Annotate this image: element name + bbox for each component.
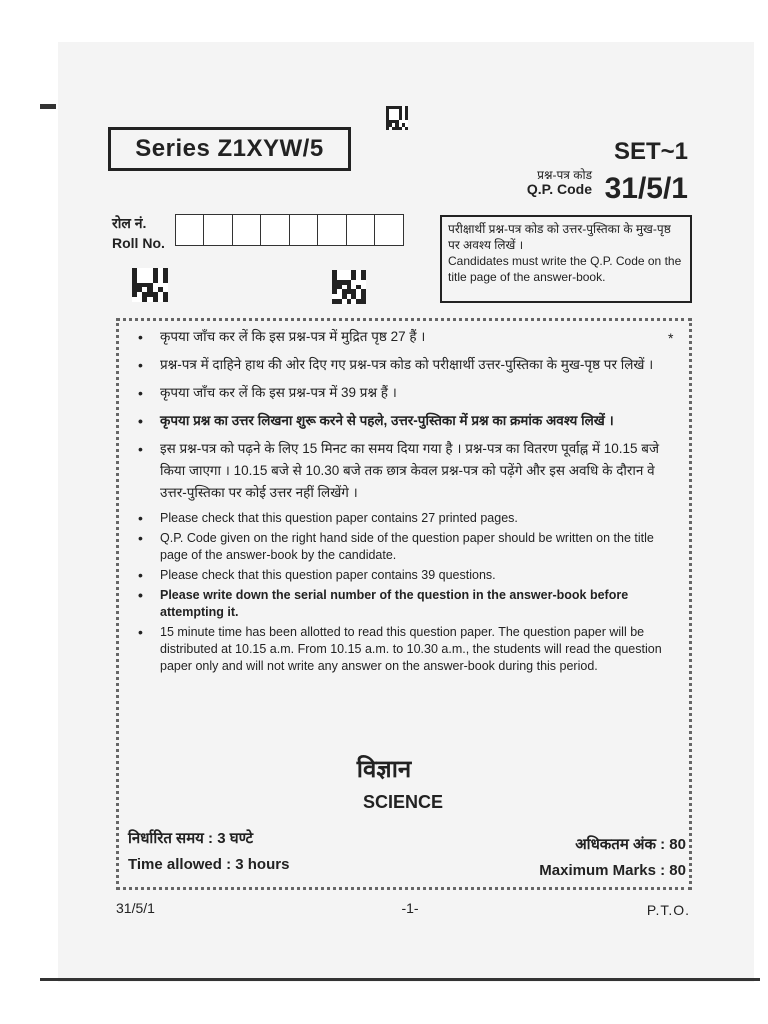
instruction-english: • 15 minute time has been allotted to read this question paper. The question paper will be distributed at 10.15 a.m. From 10.15 a.m. to 10.30 a.m., the students will read the question paper only and will not write any answer on the answer-book during this period. xyxy=(134,624,674,675)
instruction-english: • Please check that this question paper contains 27 printed pages. xyxy=(134,510,674,527)
instruction-english: • Q.P. Code given on the right hand side of the question paper should be written on the title page of the answer-book by the candidate. xyxy=(134,530,674,564)
instruction-english: • Please write down the serial number of the question in the answer-book before attempting it. xyxy=(134,587,674,621)
qr-cell xyxy=(163,297,168,302)
qr-code-icon xyxy=(132,268,168,302)
instructions-list xyxy=(134,326,674,678)
roll-digit-box[interactable] xyxy=(260,214,290,246)
roll-number-boxes xyxy=(176,214,404,246)
instruction-hindi: • कृपया जाँच कर लें कि इस प्रश्न-पत्र में 39 प्रश्न हैं । xyxy=(134,382,674,404)
footer-qp-code: 31/5/1 xyxy=(116,900,155,916)
please-turn-over: P.T.O. xyxy=(646,902,690,918)
subject-title-hindi: विज्ञान xyxy=(356,756,412,783)
page-number: -1- xyxy=(401,900,419,916)
roll-label-hindi: रोल नं. xyxy=(112,215,147,231)
instruction-hindi: • इस प्रश्न-पत्र को पढ़ने के लिए 15 मिनट का समय दिया गया है । प्रश्न-पत्र का वितरण पूर्वाह्न में 10.15 बजे किया जाएगा । 10.15 बजे से 10.30 बजे तक छात्र केवल प्रश्न-पत्र को पढ़ेंगे और इस अवधि के दौरान वे उत्तर-पुस्तिका पर कोई उत्तर नहीं लिखेंगे । xyxy=(134,438,674,504)
qr-cell xyxy=(405,127,408,130)
set-label: SET~1 xyxy=(613,138,688,165)
scan-mark xyxy=(40,104,56,109)
roll-digit-box[interactable] xyxy=(203,214,233,246)
candidate-note-english: Candidates must write the Q.P. Code on the title page of the answer-book. xyxy=(448,254,682,284)
candidate-note-hindi: परीक्षार्थी प्रश्न-पत्र कोड को उत्तर-पुस्तिका के मुख-पृष्ठ पर अवश्य लिखें । xyxy=(448,222,671,252)
qr-code-icon xyxy=(332,270,366,304)
time-allowed-hindi: निर्धारित समय : 3 घण्टे xyxy=(128,830,254,847)
qp-code-label xyxy=(480,168,592,196)
qr-cell xyxy=(361,299,366,304)
roll-number-label xyxy=(112,213,165,253)
instruction-hindi: • प्रश्न-पत्र में दाहिने हाथ की ओर दिए गए प्रश्न-पत्र कोड को परीक्षार्थी उत्तर-पुस्तिका के मुख-पृष्ठ पर लिखें । xyxy=(134,354,674,376)
candidate-note-box xyxy=(440,215,692,303)
qp-code-value: 31/5/1 xyxy=(604,172,688,205)
qp-code-label-english: Q.P. Code xyxy=(526,181,592,197)
roll-digit-box[interactable] xyxy=(317,214,347,246)
instruction-hindi: • कृपया जाँच कर लें कि इस प्रश्न-पत्र में मुद्रित पृष्ठ 27 हैं । xyxy=(134,326,674,348)
roll-digit-box[interactable] xyxy=(374,214,404,246)
roll-digit-box[interactable] xyxy=(232,214,262,246)
instruction-english: • Please check that this question paper contains 39 questions. xyxy=(134,567,674,584)
roll-label-english: Roll No. xyxy=(112,235,165,251)
roll-digit-box[interactable] xyxy=(289,214,319,246)
time-allowed-english: Time allowed : 3 hours xyxy=(128,856,290,873)
instruction-hindi: • कृपया प्रश्न का उत्तर लिखना शुरू करने से पहले, उत्तर-पुस्तिका में प्रश्न का क्रमांक अवश्य लिखें । xyxy=(134,410,674,432)
maximum-marks-english: Maximum Marks : 80 xyxy=(539,862,686,879)
maximum-marks-hindi: अधिकतम अंक : 80 xyxy=(575,836,686,853)
qr-code-icon xyxy=(386,106,408,130)
subject-title-english: SCIENCE xyxy=(362,792,443,812)
page-edge-line xyxy=(40,978,760,981)
star-mark: * xyxy=(668,330,674,346)
roll-digit-box[interactable] xyxy=(175,214,205,246)
qp-code-label-hindi: प्रश्न-पत्र कोड xyxy=(537,168,592,182)
roll-digit-box[interactable] xyxy=(346,214,376,246)
series-label: Series Z1XYW/5 xyxy=(108,127,351,171)
